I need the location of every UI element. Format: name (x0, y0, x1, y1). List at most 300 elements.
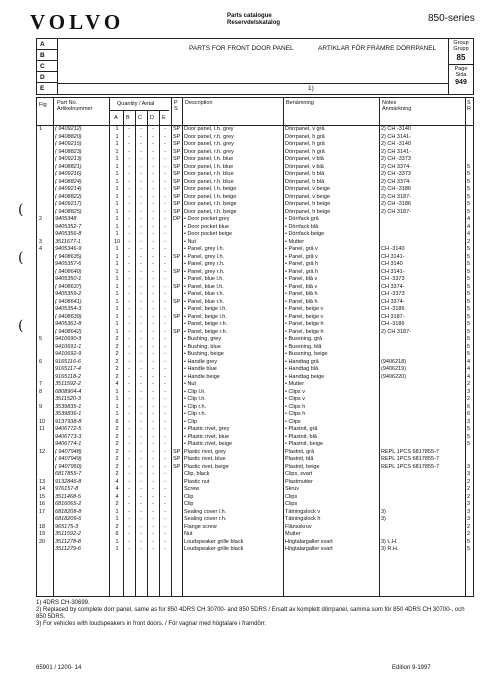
cell-b: - (128, 171, 130, 177)
cell-c: - (140, 501, 142, 507)
cell-b: - (128, 336, 130, 342)
cell-r: 5 (467, 343, 471, 350)
table-row (37, 524, 473, 532)
cell-e: - (164, 171, 166, 177)
cell-c: - (140, 343, 142, 350)
cell-b: - (128, 313, 130, 320)
table-row (37, 186, 473, 194)
cell-fig: 1 (39, 126, 43, 132)
cell-c: - (140, 126, 142, 132)
cell-e: - (164, 156, 166, 162)
cell-p: SP (173, 126, 181, 132)
table-row (37, 464, 473, 472)
cell-r: 3 (467, 508, 471, 515)
cell-p: SP (173, 448, 181, 455)
table-row (37, 471, 473, 479)
cell-d: - (152, 546, 154, 552)
cell-d: - (152, 366, 154, 372)
cell-e: - (164, 478, 166, 485)
cell-desc: • Panel, blue l.h. (184, 276, 224, 282)
cell-a: 1 (115, 291, 119, 297)
cell-r: 4 (467, 223, 471, 230)
cell-r: 4 (467, 366, 471, 372)
cell-d: - (152, 231, 154, 237)
cell-r: 5 (467, 538, 471, 545)
cell-note: CH 3140 (381, 261, 403, 267)
cell-b: - (128, 321, 130, 327)
cell-a: 2 (115, 463, 119, 470)
table-row (37, 171, 473, 179)
cell-a: 1 (115, 231, 119, 237)
cell-r: 5 (467, 546, 471, 552)
cell-part: 9405359-2 (55, 291, 82, 297)
catalog-title-en: Parts catalogue (227, 13, 272, 19)
cell-r: 5 (467, 246, 471, 252)
cell-a: 6 (115, 418, 119, 425)
cell-fig: 11 (39, 426, 45, 432)
cell-c: - (140, 253, 142, 260)
cell-d: - (152, 208, 154, 215)
cell-part: 9137938-8 (55, 418, 82, 425)
cell-desc: • Panel, blue r.h. (184, 298, 225, 305)
cell-fig: 4 (39, 246, 43, 252)
cell-d: - (152, 538, 154, 545)
cell-desc: • Plastic rivet, beige (184, 441, 233, 447)
letter-c: C (37, 61, 57, 72)
cell-r: 5 (467, 433, 471, 440)
cell-c: - (140, 373, 142, 380)
cell-desc: Plastic rivet, beige (184, 463, 229, 470)
cell-d: - (152, 478, 154, 485)
cell-b: - (128, 328, 130, 335)
table-row (37, 254, 473, 262)
cell-b: - (128, 381, 130, 387)
cell-ben: • Handtag blå (285, 366, 319, 372)
cell-r: 5 (467, 201, 471, 207)
cell-b: - (128, 178, 130, 185)
cell-d: - (152, 508, 154, 515)
cell-c: - (140, 268, 142, 275)
cell-c: - (140, 186, 142, 192)
cell-note: 2) CH 3141- (381, 148, 411, 155)
cell-r: 5 (467, 283, 471, 290)
cell-note: 2) CH -3140 (381, 141, 411, 147)
cell-fig: 14 (39, 486, 46, 492)
cell-r: 4 (467, 231, 471, 237)
table-row (37, 374, 473, 382)
cell-p: SP (173, 141, 181, 147)
table-row (37, 261, 473, 269)
cell-part: 6817855-7 (55, 471, 82, 477)
cell-part: 9165117-4 (55, 366, 81, 372)
cell-desc: • Panel, grey r.h. (184, 261, 225, 267)
cell-b: - (128, 486, 130, 492)
cell-note: CH 3141- (381, 253, 405, 260)
cell-note: 2) CH -3186 (381, 186, 411, 192)
cell-desc: • Bushing, grey (184, 336, 222, 342)
cell-e: - (164, 463, 166, 470)
table-row (37, 284, 473, 292)
cell-b: - (128, 276, 130, 282)
cell-p: SP (173, 253, 181, 260)
cell-e: - (164, 538, 166, 545)
cell-a: 1 (115, 216, 119, 222)
cell-part: 3511592-2 (55, 531, 81, 537)
cell-c: - (140, 246, 142, 252)
cell-part: 9405352-7 (55, 223, 82, 230)
table-row (37, 336, 473, 344)
cell-b: - (128, 291, 130, 297)
th-qty-e: E (162, 115, 166, 121)
cell-a: 4 (115, 381, 119, 387)
cell-note: (9406218) (381, 358, 407, 365)
table-row (37, 404, 473, 412)
cell-e: - (164, 343, 166, 350)
cell-ben: • Bussning, grå (285, 336, 323, 342)
cell-a: 1 (115, 163, 119, 170)
cell-ben: Clips (285, 501, 298, 507)
cell-c: - (140, 163, 142, 170)
cell-d: - (152, 448, 154, 455)
cell-d: - (152, 441, 154, 447)
cell-c: - (140, 523, 142, 530)
cell-a: 1 (115, 538, 119, 545)
cell-c: - (140, 208, 142, 215)
cell-desc: • Panel, grey l.h. (184, 246, 225, 252)
cell-c: - (140, 216, 142, 222)
cell-e: - (164, 313, 166, 320)
table-row (37, 194, 473, 202)
cell-desc: Door panel, r.h. blue (184, 178, 234, 185)
cell-r: 2 (467, 381, 471, 387)
cell-d: - (152, 486, 154, 492)
cell-ben: • Dörrfack blå (285, 223, 319, 230)
cell-a: 1 (115, 313, 119, 320)
cell-ben: • Panel, grå h (285, 268, 319, 275)
cell-p: SP (173, 178, 181, 185)
cell-desc: Loudspeaker grille black (184, 538, 244, 545)
cell-ben: • Bussning, beige (285, 351, 328, 357)
cell-b: - (128, 246, 130, 252)
cell-a: 2 (115, 343, 119, 350)
cell-ben: Högtalargaller svart (285, 546, 333, 552)
cell-b: - (128, 216, 130, 222)
cell-ben: • Panel, grå v (285, 253, 318, 260)
cell-fig: 6 (39, 358, 43, 365)
cell-e: - (164, 546, 166, 552)
cell-d: - (152, 426, 154, 432)
cell-r: 5 (467, 306, 471, 312)
cell-b: - (128, 403, 130, 410)
cell-d: - (152, 411, 154, 417)
table-row (37, 434, 473, 442)
cell-e: - (164, 246, 166, 252)
cell-a: 2 (115, 433, 119, 440)
cell-d: - (152, 328, 154, 335)
cell-fig: 17 (39, 508, 46, 515)
cell-note: CH -3373 (381, 291, 405, 297)
cell-a: 4 (115, 486, 119, 492)
cell-part: 9405356-8 (55, 231, 82, 237)
page-number: 949 (455, 79, 467, 86)
cell-c: - (140, 276, 142, 282)
cell-a: 1 (115, 201, 119, 207)
cell-part: ( 9408641) (55, 298, 82, 305)
cell-part: 3511278-8 (55, 538, 81, 545)
cell-b: - (128, 426, 130, 432)
cell-desc: • Clip (184, 418, 197, 425)
cell-r: 3 (467, 501, 471, 507)
header-note-ref: 1) (308, 85, 314, 92)
cell-b: - (128, 448, 130, 455)
cell-e: - (164, 388, 166, 395)
cell-part: 965175-3 (55, 523, 79, 530)
cell-a: 1 (115, 186, 119, 192)
cell-desc: • Plastic rivet, blue (184, 433, 230, 440)
cell-note: 3) (381, 508, 386, 515)
catalog-title (227, 13, 280, 27)
table-row (37, 299, 473, 307)
cell-note: REPL 1PCS 6817855-7 (381, 456, 439, 462)
cell-e: - (164, 231, 166, 237)
cell-note: 2) CH -3140 (381, 126, 411, 132)
cell-desc: • Door pocket blue (184, 223, 230, 230)
cell-e: - (164, 238, 166, 245)
cell-part: 6818208-8 (55, 508, 82, 515)
cell-desc: • Panel, beige l.h. (184, 313, 227, 320)
cell-ben: • Panel, blå h (285, 298, 318, 305)
cell-r: 2 (467, 486, 471, 492)
cell-d: - (152, 336, 154, 342)
cell-c: - (140, 418, 142, 425)
cell-fig: 7 (39, 381, 43, 387)
cell-fig: 16 (39, 501, 46, 507)
cell-desc: Door panel, l.h. beige (184, 193, 237, 200)
cell-ben: • Clips v (285, 388, 305, 395)
table-row (37, 269, 473, 277)
cell-r: 3 (467, 471, 471, 477)
cell-a: 6 (115, 531, 119, 537)
cell-d: - (152, 253, 154, 260)
cell-e: - (164, 306, 166, 312)
table-row (37, 156, 473, 164)
cell-note: (9406219) (381, 366, 407, 372)
table-row (37, 126, 473, 134)
cell-fig: 5 (39, 336, 43, 342)
cell-part: ( 9409213) (55, 156, 82, 162)
cell-c: - (140, 336, 142, 342)
cell-a: 1 (115, 411, 119, 417)
cell-a: 1 (115, 141, 119, 147)
cell-ben: • Clips (285, 418, 301, 425)
table-row (37, 426, 473, 434)
cell-r: 5 (467, 208, 471, 215)
cell-b: - (128, 231, 130, 237)
cell-b: - (128, 366, 130, 372)
cell-part: ( 9409216) (55, 171, 82, 177)
cell-ben: Dörrpanel, h beige (285, 208, 331, 215)
cell-ben: • Clips h (285, 403, 306, 410)
cell-desc: • Clip l.h. (184, 396, 206, 402)
cell-a: 1 (115, 276, 119, 282)
cell-c: - (140, 328, 142, 335)
cell-r: 2 (467, 523, 471, 530)
table-body (37, 126, 473, 554)
cell-a: 2 (115, 351, 119, 357)
cell-desc: • Panel, beige r.h. (184, 321, 228, 327)
cell-r: 2 (467, 478, 471, 485)
cell-e: - (164, 291, 166, 297)
cell-r: 4 (467, 358, 471, 365)
cell-ben: Dörrpanel, v beige (285, 193, 330, 200)
cell-d: - (152, 126, 154, 132)
th-ps: P S (174, 100, 178, 112)
cell-b: - (128, 283, 130, 290)
cell-ben: • Panel, blå h (285, 291, 318, 297)
table-row (37, 546, 473, 554)
cell-d: - (152, 433, 154, 440)
cell-d: - (152, 523, 154, 530)
cell-ben: • Clips v (285, 396, 305, 402)
cell-e: - (164, 516, 166, 522)
cell-a: 2 (115, 501, 119, 507)
cell-d: - (152, 396, 154, 402)
cell-r: 3 (467, 463, 471, 470)
cell-a: 1 (115, 283, 119, 290)
cell-r: 4 (467, 216, 471, 222)
cell-c: - (140, 463, 142, 470)
catalog-title-sv: Reservdelskatalog (227, 20, 281, 26)
group-number: 85 (449, 52, 473, 65)
cell-ben: • Panel, blå v (285, 276, 318, 282)
cell-b: - (128, 508, 130, 515)
table-row (37, 306, 473, 314)
cell-b: - (128, 418, 130, 425)
cell-part: 9410691-1 (55, 343, 82, 350)
table-row (37, 441, 473, 449)
edition-label: Edition 9-1997 (392, 665, 431, 671)
cell-ben: Plastnit, beige (285, 463, 320, 470)
cell-a: 1 (115, 261, 119, 267)
cell-e: - (164, 163, 166, 170)
cell-b: - (128, 253, 130, 260)
cell-c: - (140, 403, 142, 410)
cell-e: - (164, 373, 166, 380)
letter-d: D (37, 72, 57, 83)
cell-b: - (128, 531, 130, 537)
cell-r: 2 (467, 531, 471, 537)
table-row (37, 531, 473, 539)
cell-b: - (128, 463, 130, 470)
cell-a: 1 (115, 223, 119, 230)
cell-c: - (140, 306, 142, 312)
cell-part: 3511592-2 (55, 381, 81, 387)
cell-d: - (152, 351, 154, 357)
cell-desc: Door panel, l.h. blue (184, 163, 234, 170)
cell-a: 2 (115, 448, 119, 455)
cell-ben: • Plastnit, grå (285, 426, 318, 432)
cell-desc: Door panel, r.h. beige (184, 201, 237, 207)
cell-e: - (164, 283, 166, 290)
cell-b: - (128, 546, 130, 552)
cell-a: 2 (115, 366, 119, 372)
cell-part: ( 9408635) (55, 253, 82, 260)
cell-p: SP (173, 201, 181, 207)
cell-d: - (152, 516, 154, 522)
table-row (37, 224, 473, 232)
cell-b: - (128, 358, 130, 365)
cell-part: ( 9407950) (55, 463, 82, 470)
cell-r: 3 (467, 388, 471, 395)
cell-ben: • Handtag grå (285, 358, 319, 365)
cell-c: - (140, 283, 142, 290)
cell-d: - (152, 283, 154, 290)
cell-part: ( 9408822) (55, 193, 82, 200)
cell-desc: • Door pocket beige (184, 231, 233, 237)
cell-p: SP (173, 163, 181, 170)
cell-r: 5 (467, 253, 471, 260)
cell-desc: Door panel, l.h. beige (184, 186, 237, 192)
cell-c: - (140, 531, 142, 537)
footnote-1: 1) 4DRS CH-30699. (36, 600, 90, 606)
cell-note: 2) CH 3374- (381, 163, 411, 170)
cell-ben: Dörrpanel, h blå (285, 171, 325, 177)
cell-c: - (140, 538, 142, 545)
cell-ben: • Panel, grå h (285, 261, 319, 267)
cell-e: - (164, 321, 166, 327)
cell-ben: Flänsskruv (285, 523, 312, 530)
table-row (37, 239, 473, 247)
cell-c: - (140, 493, 142, 500)
cell-ben: Clips (285, 493, 298, 500)
cell-note: 3) R.H. (381, 546, 399, 552)
cell-part: ( 9407949) (55, 456, 82, 462)
cell-b: - (128, 261, 130, 267)
volvo-logo: VOLVO (30, 10, 125, 34)
cell-a: 1 (115, 321, 119, 327)
table-row (37, 209, 473, 217)
cell-a: 2 (115, 441, 119, 447)
table-row (37, 516, 473, 524)
cell-desc: Door panel, r.h. blue (184, 171, 234, 177)
cell-p: SP (173, 156, 181, 162)
table-row (37, 231, 473, 239)
cell-r: 3 (467, 516, 471, 522)
cell-r: 5 (467, 298, 471, 305)
cell-c: - (140, 148, 142, 155)
cell-ben: • Clips h (285, 411, 306, 417)
cell-r: 6 (467, 411, 471, 417)
cell-b: - (128, 148, 130, 155)
cell-d: - (152, 388, 154, 395)
cell-a: 1 (115, 306, 119, 312)
cell-desc: Door panel, r.h. grey (184, 141, 234, 147)
cell-desc: • Handle grey (184, 358, 218, 365)
cell-c: - (140, 298, 142, 305)
cell-desc: • Panel, grey l.h. (184, 253, 225, 260)
cell-ben: • Panel, beige v (285, 313, 324, 320)
cell-b: - (128, 343, 130, 350)
cell-b: - (128, 193, 130, 200)
table-row (37, 179, 473, 187)
cell-r: 5 (467, 336, 471, 342)
cell-e: - (164, 493, 166, 500)
cell-e: - (164, 193, 166, 200)
cell-b: - (128, 373, 130, 380)
cell-p: DP (173, 216, 181, 222)
cell-c: - (140, 516, 142, 522)
cell-a: 10 (113, 238, 121, 245)
